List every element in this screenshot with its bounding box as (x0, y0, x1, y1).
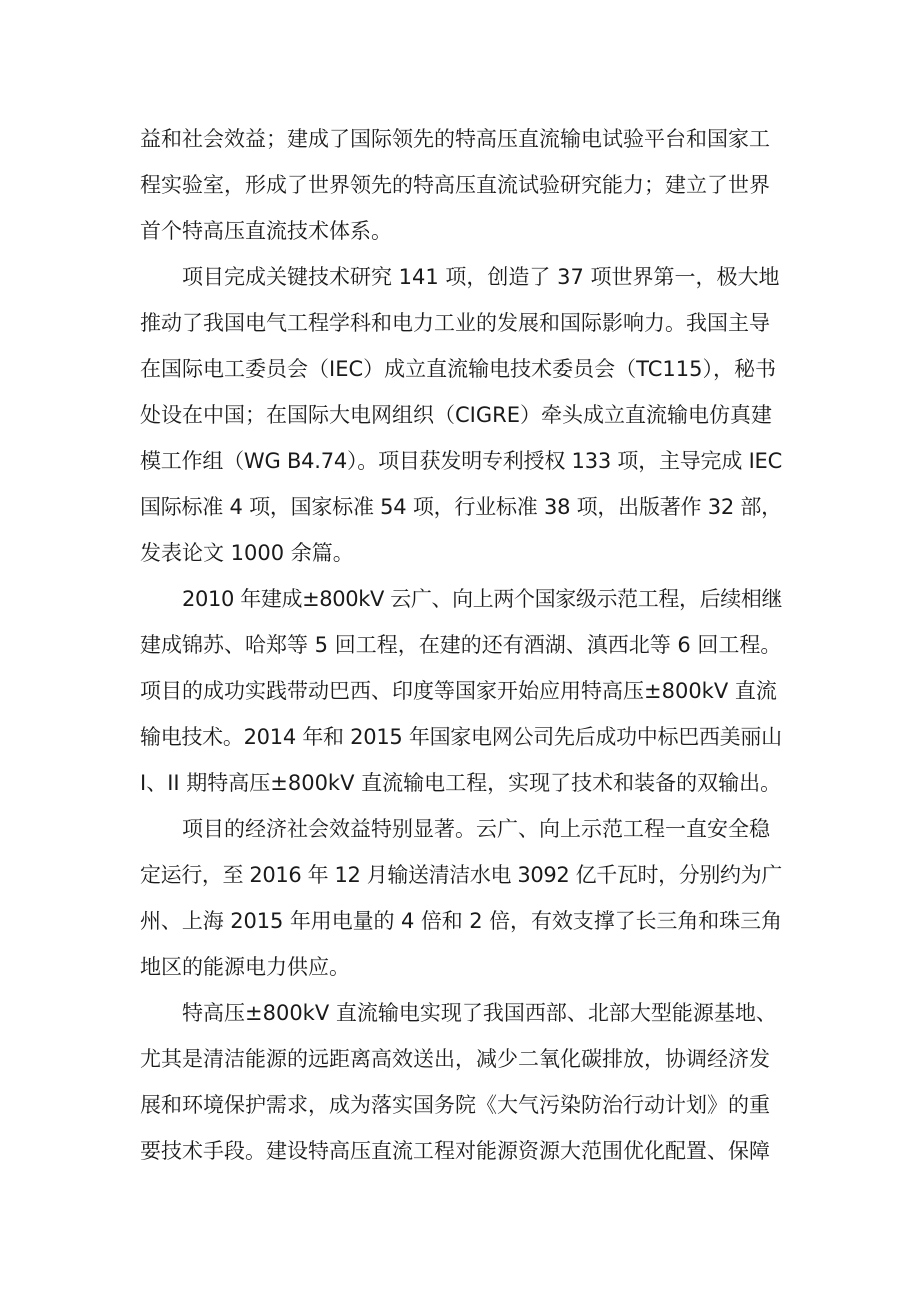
text-line: 州、上海 2015 年用电量的 4 倍和 2 倍，有效支撑了长三角和珠三角 (140, 909, 782, 933)
paragraph-2 (140, 254, 782, 576)
text-line: 尤其是清洁能源的远距离高效送出，减少二氧化碳排放，协调经济发 (140, 1047, 770, 1071)
text-line: 国际标准 4 项，国家标准 54 项，行业标准 38 项，出版著作 32 部， (140, 495, 782, 519)
paragraph-3 (140, 576, 782, 806)
text-line: 定运行，至 2016 年 12 月输送清洁水电 3092 亿千瓦时，分别约为广 (140, 863, 782, 887)
text-line: 2010 年建成±800kV 云广、向上两个国家级示范工程，后续相继 (182, 587, 783, 611)
text-line: 首个特高压直流技术体系。 (140, 219, 392, 243)
text-line: 展和环境保护需求，成为落实国务院《大气污染防治行动计划》的重 (140, 1093, 770, 1117)
text-line: 项目的经济社会效益特别显著。云广、向上示范工程一直安全稳 (182, 817, 770, 841)
text-line: 项目完成关键技术研究 141 项，创造了 37 项世界第一，极大地 (182, 265, 780, 289)
text-line: 益和社会效益；建成了国际领先的特高压直流输电试验平台和国家工 (140, 127, 770, 151)
text-line: 程实验室，形成了世界领先的特高压直流试验研究能力；建立了世界 (140, 173, 770, 197)
text-line: 特高压±800kV 直流输电实现了我国西部、北部大型能源基地、 (182, 1001, 777, 1025)
document-body (140, 116, 782, 1174)
text-line: 模工作组（WG B4.74）。项目获发明专利授权 133 项，主导完成 IEC (140, 449, 783, 473)
text-line: 发表论文 1000 余篇。 (140, 541, 354, 565)
paragraph-4 (140, 806, 782, 990)
text-line: 推动了我国电气工程学科和电力工业的发展和国际影响力。我国主导 (140, 311, 770, 335)
text-line: 地区的能源电力供应。 (140, 955, 350, 979)
paragraph-5 (140, 990, 782, 1174)
text-line: 要技术手段。建设特高压直流工程对能源资源大范围优化配置、保障 (140, 1139, 770, 1163)
paragraph-1 (140, 116, 782, 254)
text-line: I、II 期特高压±800kV 直流输电工程，实现了技术和装备的双输出。 (140, 771, 782, 795)
text-line: 在国际电工委员会（IEC）成立直流输电技术委员会（TC115），秘书 (140, 357, 776, 381)
text-line: 建成锦苏、哈郑等 5 回工程，在建的还有酒湖、滇西北等 6 回工程。 (140, 633, 782, 657)
text-line: 处设在中国；在国际大电网组织（CIGRE）牵头成立直流输电仿真建 (140, 403, 772, 427)
text-line: 输电技术。2014 年和 2015 年国家电网公司先后成功中标巴西美丽山 (140, 725, 782, 749)
text-line: 项目的成功实践带动巴西、印度等国家开始应用特高压±800kV 直流 (140, 679, 777, 703)
